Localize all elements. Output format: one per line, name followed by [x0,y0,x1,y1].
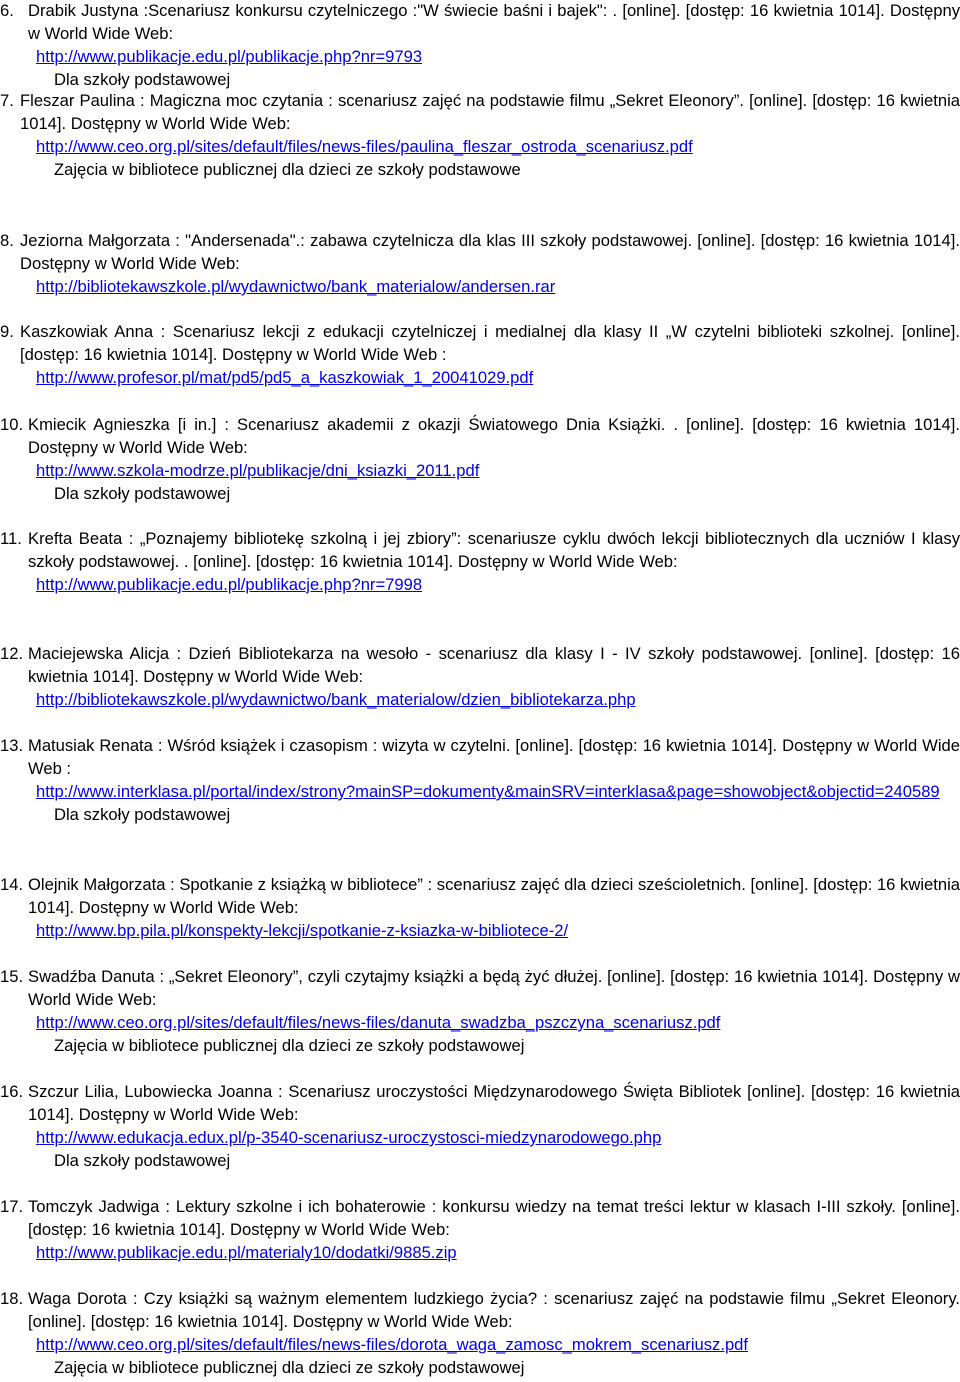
entry-note: Zajęcia w bibliotece publicznej dla dzieci ze szkoły podstawowej [54,1358,525,1377]
entry-url[interactable]: http://www.ceo.org.pl/sites/default/files/news-files/dorota_waga_zamosc_mokrem_scenariusz.pdf [36,1335,749,1354]
entry-url[interactable]: http://www.ceo.org.pl/sites/default/files/news-files/danuta_swadzba_pszczyna_scenariusz.pdf [36,1013,721,1032]
entry-number: 9. [0,322,14,341]
entry-number: 13. [0,736,24,755]
entry-url[interactable]: http://www.publikacje.edu.pl/publikacje.php?nr=7998 [36,575,423,594]
bibliography-entry-8 [0,229,960,298]
bibliography-entry-10 [0,413,960,505]
bibliography-entry-13 [0,734,960,826]
entry-number: 6. [0,1,14,20]
entry-url[interactable]: http://www.publikacje.edu.pl/publikacje.php?nr=9793 [36,47,423,66]
entry-citation: Fleszar Paulina : Magiczna moc czytania : scenariusz zajęć na podstawie filmu „Sekret Eleonory”. [online]. [dostęp: 16 kwietnia 1014]. Dostępny w World Wide Web: [20,91,960,133]
entry-number: 12. [0,644,24,663]
entry-citation: Krefta Beata : „Poznajemy bibliotekę szkolną i jej zbiory”: scenariusze cyklu dwóch lekcji bibliotecznych dla uczniów I klasy szkoły podstawowej. . [online]. [dostęp: 16 kwietnia 1014]. Dostępny w World Wide Web: [28,529,960,571]
entry-citation: Olejnik Małgorzata : Spotkanie z książką w bibliotece” : scenariusz zajęć dla dzieci sześcioletnich. [online]. [dostęp: 16 kwietnia 1014]. Dostępny w World Wide Web: [28,875,960,917]
entry-url[interactable]: http://www.bp.pila.pl/konspekty-lekcji/spotkanie-z-ksiazka-w-bibliotece-2/ [36,921,569,940]
entry-number: 10. [0,415,24,434]
bibliography-entry-7 [0,89,960,181]
bibliography-entry-18 [0,1287,960,1379]
entry-number: 18. [0,1289,24,1308]
entry-citation: Matusiak Renata : Wśród książek i czasopism : wizyta w czytelni. [online]. [dostęp: 16 kwietnia 1014]. Dostępny w World Wide Web : [28,736,960,778]
entry-citation: Szczur Lilia, Lubowiecka Joanna : Scenariusz uroczystości Międzynarodowego Święta Bibliotek [online]. [dostęp: 16 kwietnia 1014]. Dostępny w World Wide Web: [28,1082,960,1124]
entry-citation: Drabik Justyna :Scenariusz konkursu czytelniczego :"W świecie baśni i bajek": . [online]. [dostęp: 16 kwietnia 1014]. Dostępny w World Wide Web: [28,1,960,43]
entry-url[interactable]: http://www.ceo.org.pl/sites/default/files/news-files/paulina_fleszar_ostroda_scenariusz.pdf [36,137,693,156]
bibliography-entry-6 [0,0,960,91]
entry-citation: Maciejewska Alicja : Dzień Bibliotekarza na wesoło - scenariusz dla klasy I - IV szkoły podstawowej. [online]. [dostęp: 16 kwietnia 1014]. Dostępny w World Wide Web: [28,644,960,686]
entry-url[interactable]: http://bibliotekawszkole.pl/wydawnictwo/bank_materialow/andersen.rar [36,277,556,296]
entry-citation: Tomczyk Jadwiga : Lektury szkolne i ich bohaterowie : konkursu wiedzy na temat treści lektur w klasach I-III szkoły. [online]. [dostęp: 16 kwietnia 1014]. Dostępny w World Wide Web: [28,1197,960,1239]
bibliography-entry-15 [0,965,960,1057]
entry-note: Zajęcia w bibliotece publicznej dla dzieci ze szkoły podstawowe [54,160,521,179]
entry-citation: Waga Dorota : Czy książki są ważnym elementem ludzkiego życia? : scenariusz zajęć na podstawie filmu „Sekret Eleonory. [online]. [dostęp: 16 kwietnia 1014]. Dostępny w World Wide Web: [28,1289,960,1331]
bibliography-entry-16 [0,1080,960,1172]
bibliography-entry-9 [0,320,960,389]
entry-number: 8. [0,231,14,250]
entry-citation: Jeziorna Małgorzata : "Andersenada".: zabawa czytelnicza dla klas III szkoły podstawowej. [online]. [dostęp: 16 kwietnia 1014]. Dostępny w World Wide Web: [20,231,960,273]
entry-url[interactable]: http://www.szkola-modrze.pl/publikacje/dni_ksiazki_2011.pdf [36,461,480,480]
bibliography-entry-17 [0,1195,960,1264]
entry-citation: Kaszkowiak Anna : Scenariusz lekcji z edukacji czytelniczej i medialnej dla klasy II „W czytelni biblioteki szkolnej. [online]. [dostęp: 16 kwietnia 1014]. Dostępny w World Wide Web : [20,322,960,364]
entry-citation: Kmiecik Agnieszka [i in.] : Scenariusz akademii z okazji Światowego Dnia Książki. . [online]. [dostęp: 16 kwietnia 1014]. Dostępny w World Wide Web: [28,415,960,457]
entry-url[interactable]: http://www.edukacja.edux.pl/p-3540-scenariusz-uroczystosci-miedzynarodowego.php [36,1128,662,1147]
entry-number: 17. [0,1197,24,1216]
entry-number: 7. [0,91,14,110]
entry-note: Zajęcia w bibliotece publicznej dla dzieci ze szkoły podstawowej [54,1036,525,1055]
entry-url[interactable]: http://www.profesor.pl/mat/pd5/pd5_a_kaszkowiak_1_20041029.pdf [36,368,534,387]
bibliography-entry-14 [0,873,960,942]
entry-number: 14. [0,875,24,894]
entry-url[interactable]: http://www.publikacje.edu.pl/materialy10/dodatki/9885.zip [36,1243,457,1262]
bibliography-entry-11 [0,527,960,596]
entry-number: 11. [0,529,22,548]
bibliography-entry-12 [0,642,960,711]
entry-url[interactable]: http://www.interklasa.pl/portal/index/strony?mainSP=dokumenty&mainSRV=interklasa&page=showobject&objectid=240589 [36,782,940,801]
entry-note: Dla szkoły podstawowej [54,484,231,503]
entry-citation: Swadźba Danuta : „Sekret Eleonory”, czyli czytajmy książki a będą żyć dłużej. [online]. [dostęp: 16 kwietnia 1014]. Dostępny w World Wide Web: [28,967,960,1009]
entry-url[interactable]: http://bibliotekawszkole.pl/wydawnictwo/bank_materialow/dzien_bibliotekarza.php [36,690,636,709]
entry-note: Dla szkoły podstawowej [54,1151,231,1170]
entry-note: Dla szkoły podstawowej [54,70,231,89]
entry-note: Dla szkoły podstawowej [54,805,231,824]
entry-number: 15. [0,967,24,986]
entry-number: 16. [0,1082,24,1101]
